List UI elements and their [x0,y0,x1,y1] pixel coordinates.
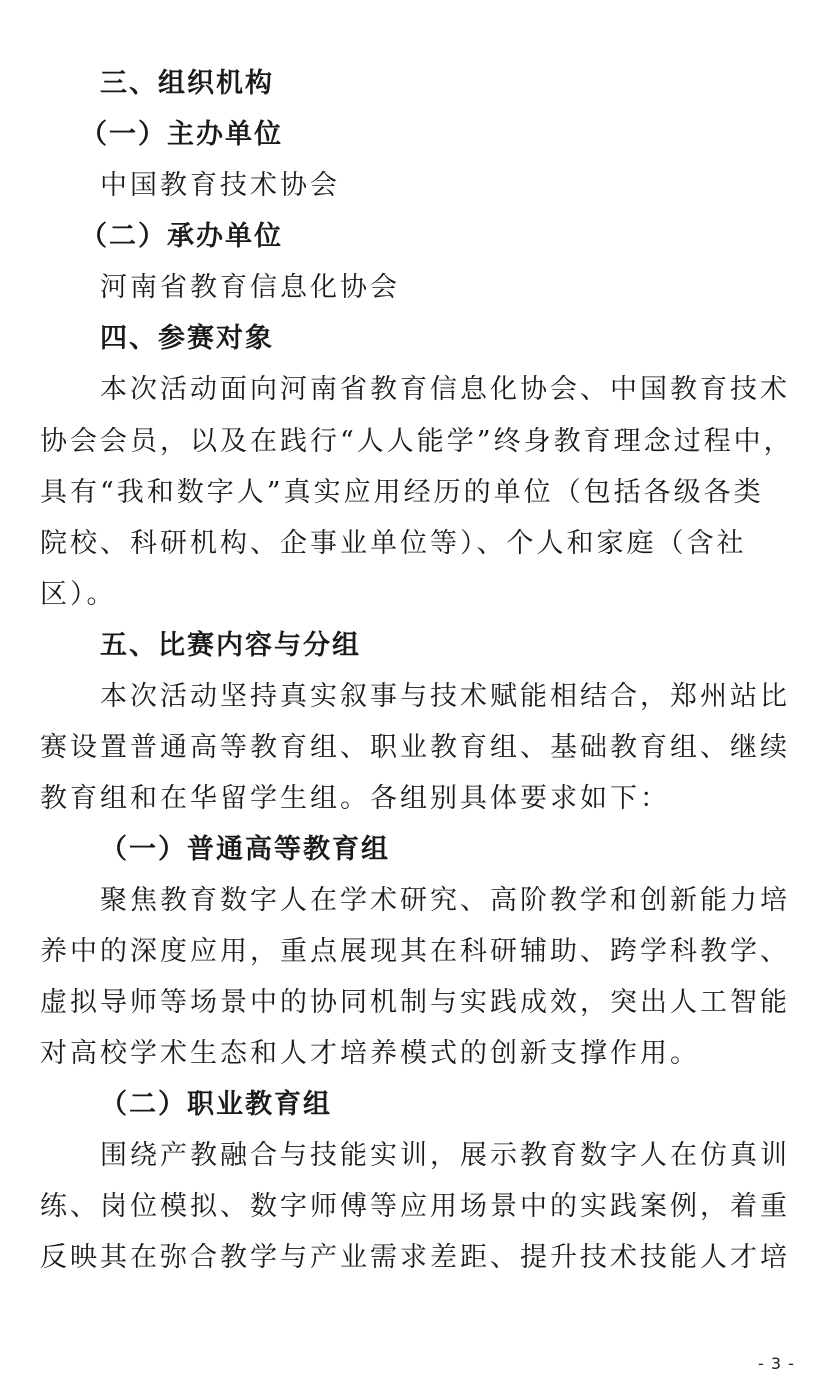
section-3-heading: 三、组织机构 [100,68,274,99]
section-5-paragraph-line: 赛设置普通高等教育组、职业教育组、基础教育组、继续 [40,732,790,763]
higher-education-paragraph-line: 养中的深度应用，重点展现其在科研辅助、跨学科教学、 [40,936,790,967]
higher-education-paragraph-line: 对高校学术生态和人才培养模式的创新支撑作用。 [40,1038,700,1069]
section-4-paragraph-line: 区）。 [40,579,117,610]
section-4-heading: 四、参赛对象 [100,323,274,354]
vocational-education-paragraph-line: 反映其在弥合教学与产业需求差距、提升技术技能人才培 [40,1242,790,1273]
section-4-paragraph-line: 本次活动面向河南省教育信息化协会、中国教育技术 [100,374,790,405]
section-5-paragraph-line: 教育组和在华留学生组。各组别具体要求如下： [40,783,670,814]
vocational-education-paragraph-line: 练、岗位模拟、数字师傅等应用场景中的实践案例，着重 [40,1191,790,1222]
section-3-subheading-host: （二）承办单位 [80,221,283,252]
host-name: 河南省教育信息化协会 [100,272,400,303]
higher-education-paragraph-line: 虚拟导师等场景中的协同机制与实践成效，突出人工智能 [40,987,790,1018]
section-5-paragraph-line: 本次活动坚持真实叙事与技术赋能相结合，郑州站比 [100,681,790,712]
organizer-name: 中国教育技术协会 [100,170,340,201]
section-5-heading: 五、比赛内容与分组 [100,630,361,661]
page-number: - 3 - [758,1354,795,1373]
section-5-subheading-higher-education: （一）普通高等教育组 [100,834,390,865]
higher-education-paragraph-line: 聚焦教育数字人在学术研究、高阶教学和创新能力培 [100,885,790,916]
section-4-paragraph-line: 具有“我和数字人”真实应用经历的单位（包括各级各类 [40,477,764,508]
section-5-subheading-vocational-education: （二）职业教育组 [100,1089,332,1120]
section-3-subheading-organizer: （一）主办单位 [80,119,283,150]
section-4-paragraph-line: 协会会员，以及在践行“人人能学”终身教育理念过程中， [40,426,794,457]
vocational-education-paragraph-line: 围绕产教融合与技能实训，展示教育数字人在仿真训 [100,1140,790,1171]
section-4-paragraph-line: 院校、科研机构、企事业单位等）、个人和家庭（含社 [40,528,747,559]
